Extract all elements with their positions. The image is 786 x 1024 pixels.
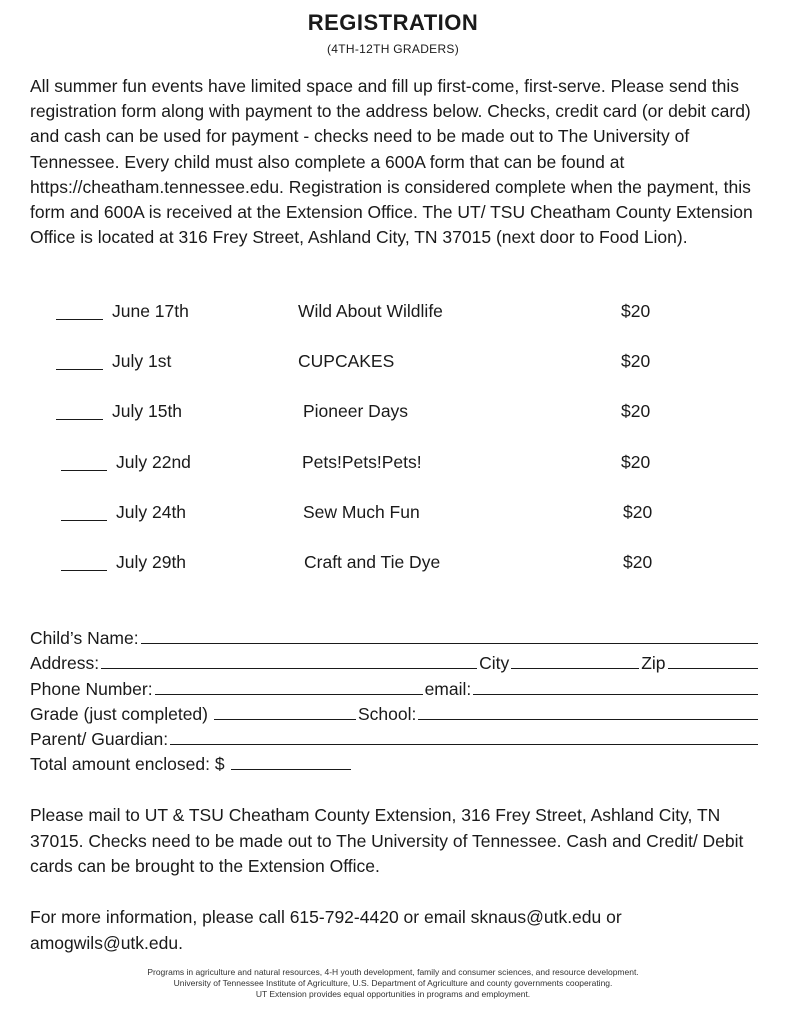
form-row-parent (30, 727, 760, 752)
event-row (0, 401, 786, 425)
grade-field[interactable] (214, 702, 356, 720)
intro-paragraph: All summer fun events have limited space and fill up first-come, first-serve. Please send this registration form along with payment to the address below. Checks, credit card (or debit card) and cash can be used for payment - checks need to be made out to The University of Tennessee. Every child must also complete a 600A form that can be found at https://cheatham.tennessee.edu. Registration is considered complete when the payment, this form and 600A is received at the Extension Office. The UT/ TSU Cheatham County Extension Office is located at 316 Frey Street, Ashland City, TN 37015 (next door to Food Lion). (30, 76, 753, 248)
phone-field[interactable] (155, 677, 423, 695)
footer (0, 967, 786, 1000)
total-field[interactable] (231, 752, 351, 770)
event-name: Pets!Pets!Pets! (302, 452, 422, 472)
registration-form (30, 626, 760, 778)
event-price: $20 (621, 452, 651, 472)
event-row (0, 452, 786, 476)
footer-line: University of Tennessee Institute of Agriculture, U.S. Department of Agriculture and county governments cooperating. (173, 978, 613, 988)
phone-label: Phone Number: (30, 678, 153, 699)
zip-label: Zip (641, 653, 666, 674)
form-row-child-name (30, 626, 760, 651)
contact-info: For more information, please call 615-792-4420 or email sknaus@utk.edu or amogwils@utk.edu. (30, 907, 622, 953)
event-checkbox-line[interactable] (56, 303, 103, 320)
school-field[interactable] (418, 702, 758, 720)
form-row-phone (30, 677, 760, 702)
event-date: July 24th (116, 502, 187, 522)
event-row (0, 351, 786, 375)
city-label: City (479, 653, 510, 674)
grade-label: Grade (just completed) (30, 703, 208, 724)
footer-line: Programs in agriculture and natural resources, 4-H youth development, family and consumer sciences, and resource development. (147, 967, 639, 977)
child-name-label: Child’s Name: (30, 628, 139, 648)
event-date: July 22nd (116, 452, 191, 472)
event-name: Pioneer Days (303, 401, 409, 421)
page-title: REGISTRATION (307, 10, 479, 35)
event-row (0, 301, 786, 325)
event-name: Sew Much Fun (303, 502, 420, 522)
form-row-address (30, 651, 760, 676)
event-price: $20 (621, 351, 651, 371)
event-name: Craft and Tie Dye (304, 552, 441, 572)
form-row-total (30, 752, 760, 777)
mail-instructions: Please mail to UT & TSU Cheatham County Extension, 316 Frey Street, Ashland City, TN 37015. Checks need to be made out to The University of Tennessee. Cash and Credit/ Debit cards can be brought to the Extension Office. (30, 805, 744, 876)
event-checkbox-line[interactable] (56, 353, 103, 370)
event-row (0, 552, 786, 576)
event-row (0, 502, 786, 526)
zip-field[interactable] (668, 651, 758, 669)
page-subtitle: (4TH-12TH GRADERS) (326, 42, 460, 56)
email-label: email: (424, 678, 472, 699)
child-name-field[interactable] (141, 626, 758, 644)
event-checkbox-line[interactable] (56, 403, 103, 420)
event-price: $20 (623, 552, 653, 572)
total-label: Total amount enclosed: $ (30, 754, 225, 775)
event-price: $20 (621, 301, 651, 321)
event-checkbox-line[interactable] (61, 454, 107, 471)
address-label: Address: (30, 653, 100, 674)
event-price: $20 (621, 401, 651, 421)
school-label: School: (358, 703, 417, 724)
address-field[interactable] (101, 651, 477, 669)
event-name: Wild About Wildlife (298, 301, 443, 321)
parent-label: Parent/ Guardian: (30, 729, 169, 750)
email-field[interactable] (473, 677, 758, 695)
event-date: June 17th (112, 301, 189, 321)
event-checkbox-line[interactable] (61, 554, 107, 571)
event-price: $20 (623, 502, 653, 522)
event-date: July 29th (116, 552, 187, 572)
parent-field[interactable] (170, 727, 758, 745)
footer-line: UT Extension provides equal opportunities in programs and employment. (255, 989, 531, 999)
event-date: July 1st (112, 351, 172, 371)
form-row-grade (30, 702, 760, 727)
event-checkbox-line[interactable] (61, 504, 107, 521)
event-date: July 15th (112, 401, 183, 421)
event-name: CUPCAKES (298, 351, 395, 371)
city-field[interactable] (511, 651, 639, 669)
